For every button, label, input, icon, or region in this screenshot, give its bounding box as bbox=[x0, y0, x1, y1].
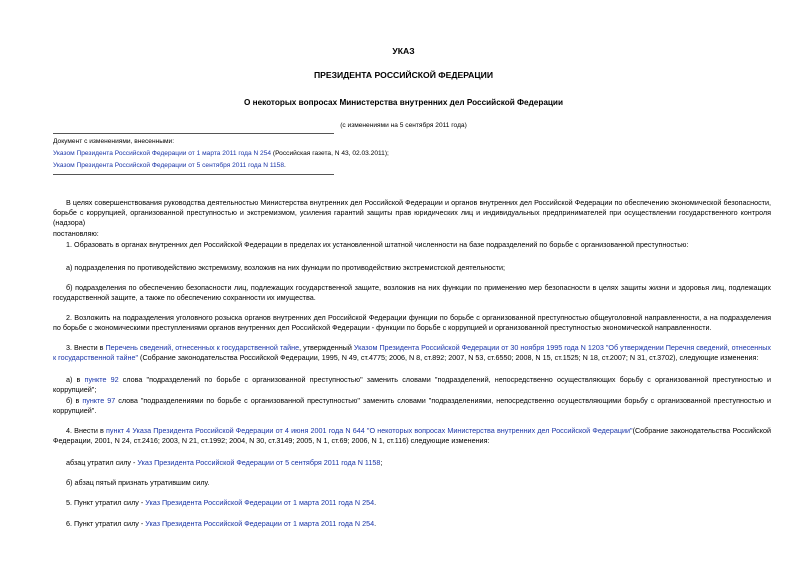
paragraph-4b: б) абзац пятый признать утратившим силу. bbox=[66, 478, 210, 487]
secret-list-link[interactable]: Перечень сведений, отнесенных к государственной тайне bbox=[105, 343, 300, 352]
issuer-title: ПРЕЗИДЕНТА РОССИЙСКОЙ ФЕДЕРАЦИИ bbox=[313, 70, 494, 80]
preamble-paragraph: В целях совершенствования руководства деятельностью Министерства внутренних дел Российской Федерации и органов внутренних дел Российской Федерации по обеспечению экономической безопасности, борьбе с коррупцией, организованной преступностью и экстремизмом, усиления гарантий защиты прав юридических лиц и индивидуальных предпринимателей при осуществлении государственного контроля (надзора) bbox=[53, 198, 771, 227]
paragraph-4: 4. Внести в пункт 4 Указа Президента Российской Федерации от 4 июня 2001 года N 644 "О некоторых вопросах Министерства внутренних дел Российской Федерации"(Собрание законодательства Российской Федерации, 2001, N 24, ст.2416; 2003, N 21, ст.1992; 2004, N 30, ст.3149; 2005, N 1, ст.69; 2006, N 1, ст.116) следующие изменения: bbox=[53, 426, 771, 445]
paragraph-1: 1. Образовать в органах внутренних дел Российской Федерации в пределах их установленной штатной численности на базе подразделений по борьбе с организованной преступностью: bbox=[66, 240, 689, 249]
paragraph-4a: абзац утратил силу - Указ Президента Российской Федерации от 5 сентября 2011 года N 1158; bbox=[66, 458, 383, 467]
paragraph-1a: а) подразделения по противодействию экстремизму, возложив на них функции по противодействию экстремистской деятельности; bbox=[66, 263, 506, 272]
changes-intro: Документ с изменениями, внесенными: bbox=[53, 138, 175, 145]
amendment-link-254[interactable]: Указом Президента Российской Федерации от 1 марта 2011 года N 254 bbox=[53, 150, 272, 157]
paragraph-6: 6. Пункт утратил силу - Указ Президента Российской Федерации от 1 марта 2011 года N 254. bbox=[66, 519, 377, 528]
decree-title: УКАЗ bbox=[392, 46, 415, 56]
paragraph-2: 2. Возложить на подразделения уголовного розыска органов внутренних дел Российской Федерации функции по борьбе с организованной преступностью общеуголовной направленности, а на подразделения по борьбе с экономическими преступлениями органов внутренних дел Российской Федерации - функции по борьбе с коррупцией и организованной преступностью экономической направленности. bbox=[53, 313, 771, 332]
changes-item-2: Указом Президента Российской Федерации от 5 сентября 2011 года N 1158. bbox=[53, 162, 286, 169]
decree-644-link[interactable]: пункт 4 Указа Президента Российской Федерации от 4 июня 2001 года N 644 "О некоторых вопросах Министерства внутренних дел Российской Федерации" bbox=[106, 426, 633, 435]
changes-item-1: Указом Президента Российской Федерации от 1 марта 2011 года N 254 (Российская газета, N 43, 02.03.2011); bbox=[53, 150, 389, 157]
repeal-link-254-p5[interactable]: Указ Президента Российской Федерации от 1 марта 2011 года N 254 bbox=[145, 498, 375, 507]
amendment-link-1158[interactable]: Указом Президента Российской Федерации от 5 сентября 2011 года N 1158 bbox=[53, 162, 285, 169]
paragraph-3a: а) в пункте 92 слова "подразделений по борьбе с организованной преступностью" заменить словами "подразделений, непосредственно осуществляющих борьбу с организованной преступностью и коррупцией"; bbox=[53, 375, 772, 394]
paragraph-1b: б) подразделения по обеспечению безопасности лиц, подлежащих государственной защите, возложив на них функции по применению мер безопасности в целях защиты жизни и здоровья лиц, подлежащих государственной защите, а также по обеспечению сохранности их имущества. bbox=[53, 283, 771, 302]
decree-1203-link[interactable]: Указом Президента Российской Федерации от 30 ноября 1995 года N 1203 "Об утверждении Перечня сведений, отнесенных к государственной тайне" bbox=[53, 343, 771, 362]
point-97-link[interactable]: пункте 97 bbox=[82, 396, 116, 405]
divider-bottom bbox=[53, 174, 334, 175]
paragraph-3: 3. Внести в Перечень сведений, отнесенных к государственной тайне, утвержденный Указом Президента Российской Федерации от 30 ноября 1995 года N 1203 "Об утверждении Перечня сведений, отнесенных к государственной тайне" (Собрание законодательства Российской Федерации, 1995, N 49, ст.4775; 2006, N 8, ст.892; 2007, N 53, ст.6550; 2008, N 15, ст.1525; N 18, ст.2007; N 31, ст.3702), следующие изменения: bbox=[53, 343, 771, 362]
repeal-link-254-p6[interactable]: Указ Президента Российской Федерации от 1 марта 2011 года N 254 bbox=[145, 519, 375, 528]
divider-top bbox=[53, 133, 334, 134]
decree-word: постановляю: bbox=[53, 229, 99, 238]
paragraph-5: 5. Пункт утратил силу - Указ Президента Российской Федерации от 1 марта 2011 года N 254. bbox=[66, 498, 377, 507]
edition-note: (с изменениями на 5 сентября 2011 года) bbox=[340, 122, 467, 129]
point-92-link[interactable]: пункте 92 bbox=[84, 375, 119, 384]
repeal-link-1158[interactable]: Указ Президента Российской Федерации от 5 сентября 2011 года N 1158 bbox=[137, 458, 381, 467]
paragraph-3b: б) в пункте 97 слова "подразделениями по борьбе с организованной преступностью" заменить словами "подразделениями, непосредственно осуществляющими борьбу с организованной преступностью и коррупцией". bbox=[53, 396, 771, 415]
document-subtitle: О некоторых вопросах Министерства внутренних дел Российской Федерации bbox=[243, 98, 564, 107]
